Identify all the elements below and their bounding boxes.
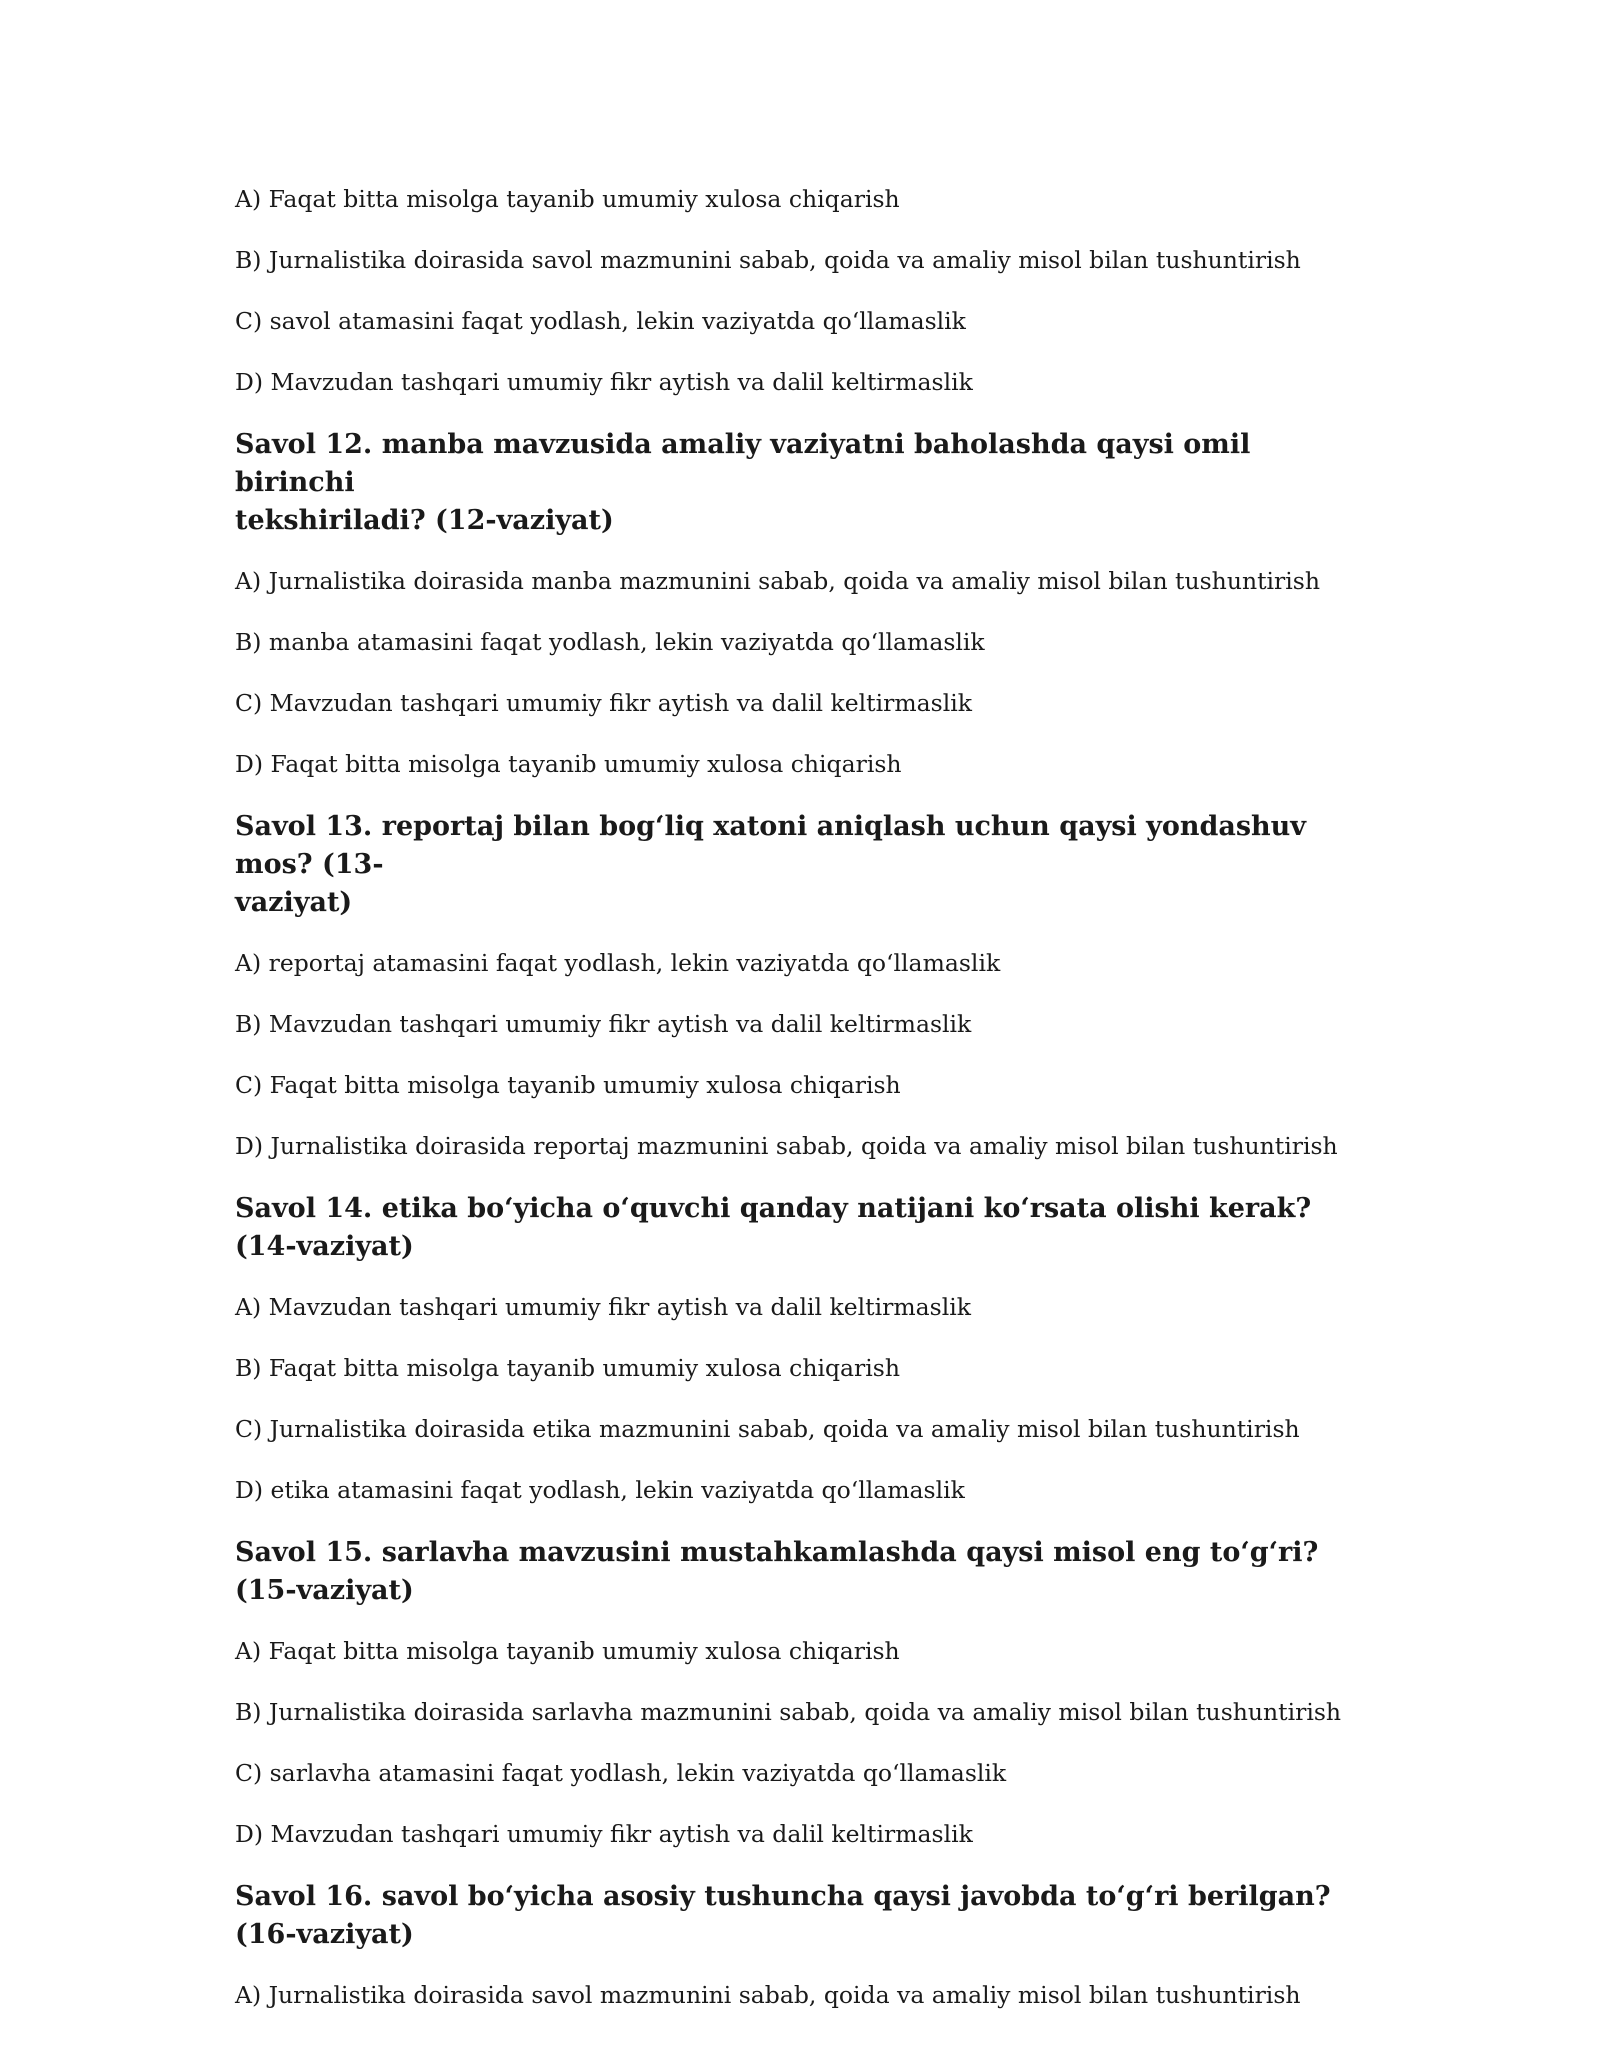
question-heading-line: vaziyat) <box>235 887 353 918</box>
answer-option: B) Jurnalistika doirasida sarlavha mazmunini sabab, qoida va amaliy misol bilan tushuntirish <box>235 1698 1342 1726</box>
answer-option: C) Mavzudan tashqari umumiy fikr aytish va dalil keltirmaslik <box>235 689 973 717</box>
answer-option: B) Mavzudan tashqari umumiy fikr aytish va dalil keltirmaslik <box>235 1010 972 1038</box>
question-heading <box>235 808 1365 922</box>
question-heading <box>235 1190 1365 1266</box>
answer-option: B) Faqat bitta misolga tayanib umumiy xulosa chiqarish <box>235 1354 900 1382</box>
question-heading <box>235 1534 1365 1610</box>
answer-option: A) reportaj atamasini faqat yodlash, lekin vaziyatda qo‘llamaslik <box>235 949 1001 977</box>
answer-option: D) etika atamasini faqat yodlash, lekin vaziyatda qo‘llamaslik <box>235 1476 965 1504</box>
question-heading-line: Savol 12. manba mavzusida amaliy vaziyatni baholashda qaysi omil birinchi <box>235 429 1251 498</box>
answer-option: C) Faqat bitta misolga tayanib umumiy xulosa chiqarish <box>235 1071 901 1099</box>
question-heading-line: Savol 15. sarlavha mavzusini mustahkamlashda qaysi misol eng to‘g‘ri? (15-vaziyat) <box>235 1537 1319 1606</box>
answer-option: D) Mavzudan tashqari umumiy fikr aytish va dalil keltirmaslik <box>235 1820 973 1848</box>
question-heading-line: tekshiriladi? (12-vaziyat) <box>235 505 614 536</box>
answer-option: D) Faqat bitta misolga tayanib umumiy xulosa chiqarish <box>235 750 902 778</box>
answer-option: B) manba atamasini faqat yodlash, lekin vaziyatda qo‘llamaslik <box>235 628 985 656</box>
answer-option: A) Faqat bitta misolga tayanib umumiy xulosa chiqarish <box>235 185 900 213</box>
question-heading-line: Savol 16. savol bo‘yicha asosiy tushuncha qaysi javobda to‘g‘ri berilgan? (16-vaziyat) <box>235 1881 1331 1950</box>
answer-option: B) Jurnalistika doirasida savol mazmunini sabab, qoida va amaliy misol bilan tushuntirish <box>235 246 1301 274</box>
answer-option: A) Mavzudan tashqari umumiy fikr aytish va dalil keltirmaslik <box>235 1293 971 1321</box>
question-heading <box>235 1878 1365 1954</box>
answer-option: A) Jurnalistika doirasida savol mazmunini sabab, qoida va amaliy misol bilan tushuntirish <box>235 1981 1301 2009</box>
answer-option: D) Jurnalistika doirasida reportaj mazmunini sabab, qoida va amaliy misol bilan tushuntirish <box>235 1132 1338 1160</box>
answer-option: C) Jurnalistika doirasida etika mazmunini sabab, qoida va amaliy misol bilan tushuntirish <box>235 1415 1300 1443</box>
document-page <box>235 182 1365 2039</box>
question-heading <box>235 426 1365 540</box>
answer-option: C) sarlavha atamasini faqat yodlash, lekin vaziyatda qo‘llamaslik <box>235 1759 1007 1787</box>
answer-option: D) Mavzudan tashqari umumiy fikr aytish va dalil keltirmaslik <box>235 368 973 396</box>
answer-option: A) Faqat bitta misolga tayanib umumiy xulosa chiqarish <box>235 1637 900 1665</box>
answer-option: A) Jurnalistika doirasida manba mazmunini sabab, qoida va amaliy misol bilan tushuntirish <box>235 567 1320 595</box>
question-heading-line: Savol 14. etika bo‘yicha o‘quvchi qanday natijani ko‘rsata olishi kerak? (14-vaziyat) <box>235 1193 1312 1262</box>
answer-option: C) savol atamasini faqat yodlash, lekin vaziyatda qo‘llamaslik <box>235 307 966 335</box>
question-heading-line: Savol 13. reportaj bilan bog‘liq xatoni aniqlash uchun qaysi yondashuv mos? (13- <box>235 811 1306 880</box>
